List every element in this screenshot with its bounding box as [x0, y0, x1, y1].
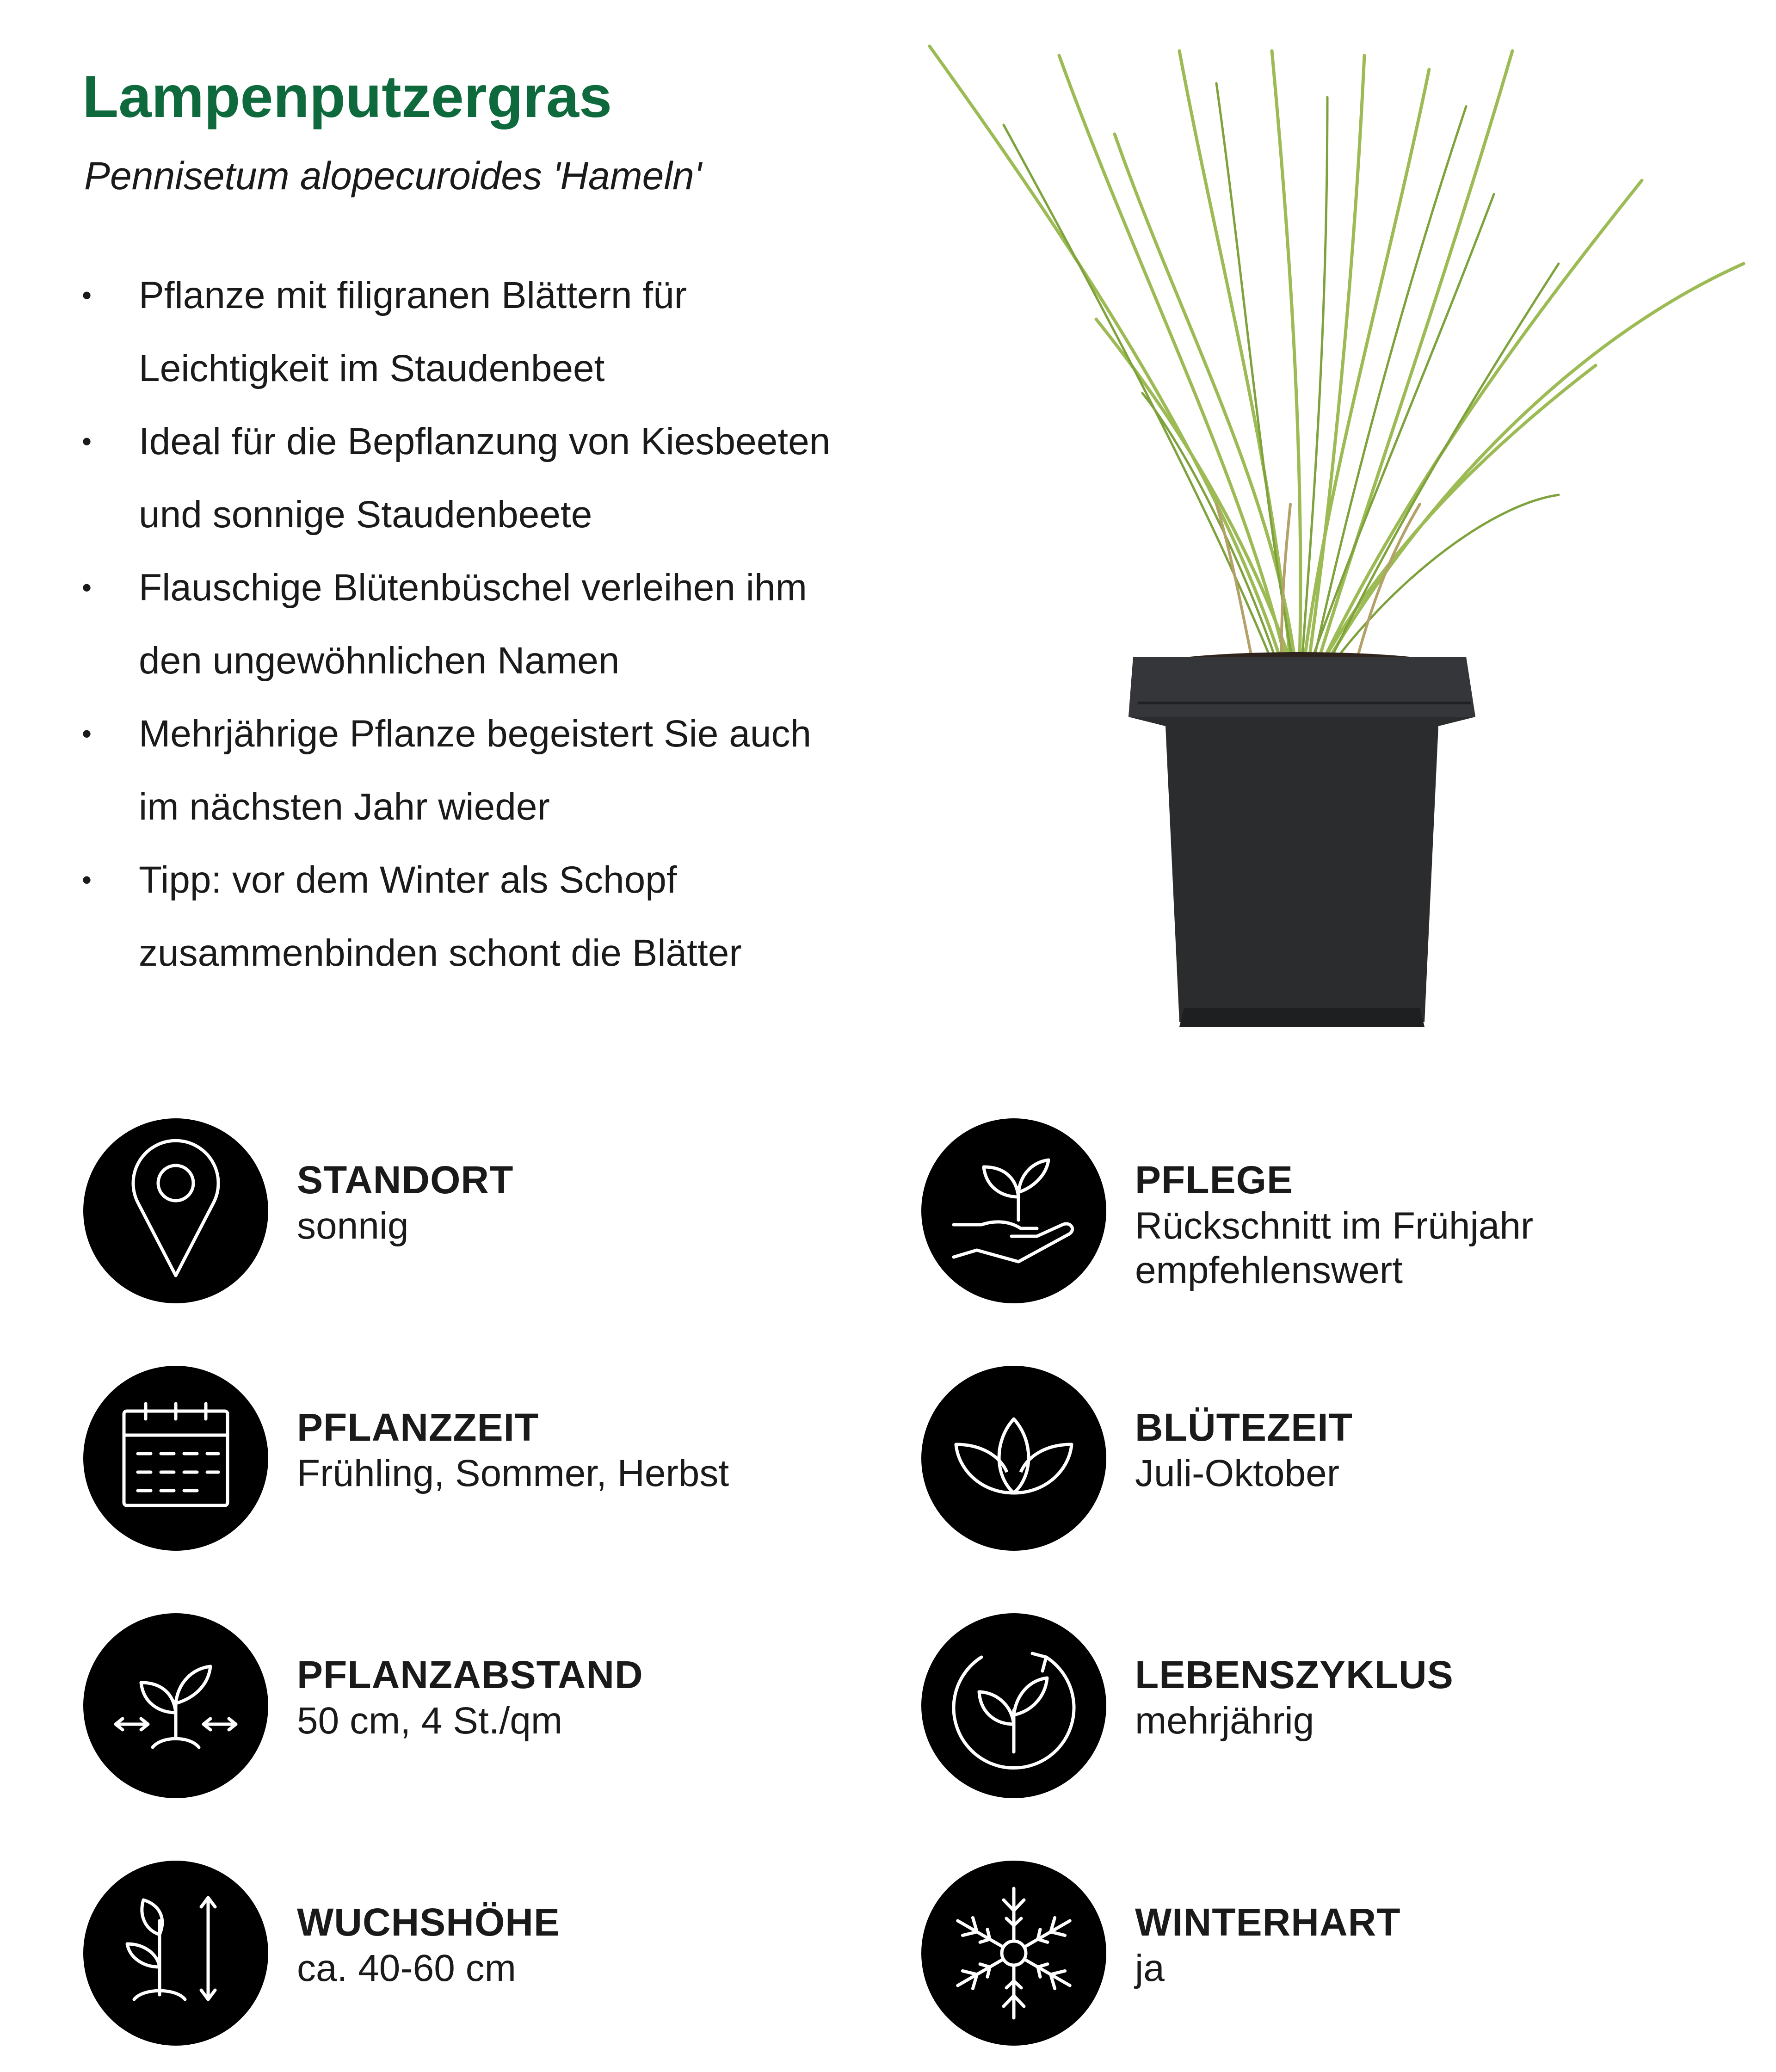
bullet-item: • Mehrjährige Pflanze begeistert Sie auch im nächsten Jahr wieder: [82, 713, 812, 828]
feature-value: ca. 40-60 cm: [297, 1947, 516, 1989]
location-pin-icon: [83, 1118, 268, 1303]
calendar-icon: [83, 1366, 268, 1551]
feature-standort: [83, 1118, 870, 1303]
feature-bullet-list: [76, 259, 890, 990]
plant-height-icon: [83, 1861, 268, 2046]
feature-value: ja: [1135, 1947, 1165, 1989]
life-cycle-icon: [921, 1613, 1106, 1798]
feature-value: sonnig: [297, 1205, 409, 1247]
bullet-line: und sonnige Staudenbeete: [139, 493, 592, 536]
product-image: [920, 42, 1753, 1041]
bullet-line: Leichtigkeit im Staudenbeet: [139, 347, 605, 389]
product-title: Lampenputzergras: [82, 64, 612, 130]
feature-title: BLÜTEZEIT: [1135, 1406, 1353, 1449]
feature-pflanzzeit: [83, 1366, 870, 1551]
feature-value: Juli-Oktober: [1135, 1452, 1340, 1494]
feature-value: Frühling, Sommer, Herbst: [297, 1452, 729, 1494]
snowflake-icon: [921, 1861, 1106, 2046]
feature-pflanzabstand: [83, 1613, 870, 1798]
bullet-line: Pflanze mit filigranen Blättern für: [139, 274, 687, 316]
feature-title: WUCHSHÖHE: [297, 1900, 560, 1944]
feature-title: PFLANZZEIT: [297, 1406, 539, 1449]
bullet-line: im nächsten Jahr wieder: [139, 786, 550, 828]
bullet-item: • Flauschige Blütenbüschel verleihen ihm den ungewöhnlichen Namen: [82, 567, 807, 682]
feature-title: PFLEGE: [1135, 1158, 1294, 1202]
feature-value: mehrjährig: [1135, 1700, 1314, 1742]
feature-value: Rückschnitt im Frühjahr empfehlenswert: [1135, 1205, 1534, 1291]
bullet-line: Ideal für die Bepflanzung von Kiesbeeten: [139, 420, 831, 462]
feature-pflege: [921, 1118, 1708, 1303]
feature-title: LEBENSZYKLUS: [1135, 1653, 1454, 1696]
bullet-line: zusammenbinden schont die Blätter: [139, 932, 742, 974]
feature-winterhart: [921, 1861, 1708, 2046]
feature-lebenszyklus: [921, 1613, 1708, 1798]
bullet-line: Tipp: vor dem Winter als Schopf: [139, 859, 677, 901]
feature-wuchshoehe: [83, 1861, 870, 2046]
bullet-line: den ungewöhnlichen Namen: [139, 640, 620, 682]
bullet-line: Mehrjährige Pflanze begeistert Sie auch: [139, 713, 812, 755]
feature-bluetezeit: [921, 1366, 1708, 1551]
bullet-item: • Pflanze mit filigranen Blättern für Leichtigkeit im Staudenbeet: [82, 274, 687, 389]
botanical-name: Pennisetum alopecuroides 'Hameln': [84, 154, 702, 197]
hand-sprout-icon: [921, 1118, 1106, 1303]
lotus-flower-icon: [921, 1366, 1106, 1551]
feature-title: PFLANZABSTAND: [297, 1653, 643, 1696]
plant-spacing-icon: [83, 1613, 268, 1798]
feature-value: 50 cm, 4 St./qm: [297, 1700, 563, 1742]
bullet-item: • Ideal für die Bepflanzung von Kiesbeeten und sonnige Staudenbeete: [82, 420, 831, 536]
bullet-line: Flauschige Blütenbüschel verleihen ihm: [139, 567, 807, 609]
feature-title: STANDORT: [297, 1158, 514, 1202]
bullet-item: • Tipp: vor dem Winter als Schopf zusammenbinden schont die Blätter: [82, 859, 742, 974]
feature-title: WINTERHART: [1135, 1900, 1401, 1944]
